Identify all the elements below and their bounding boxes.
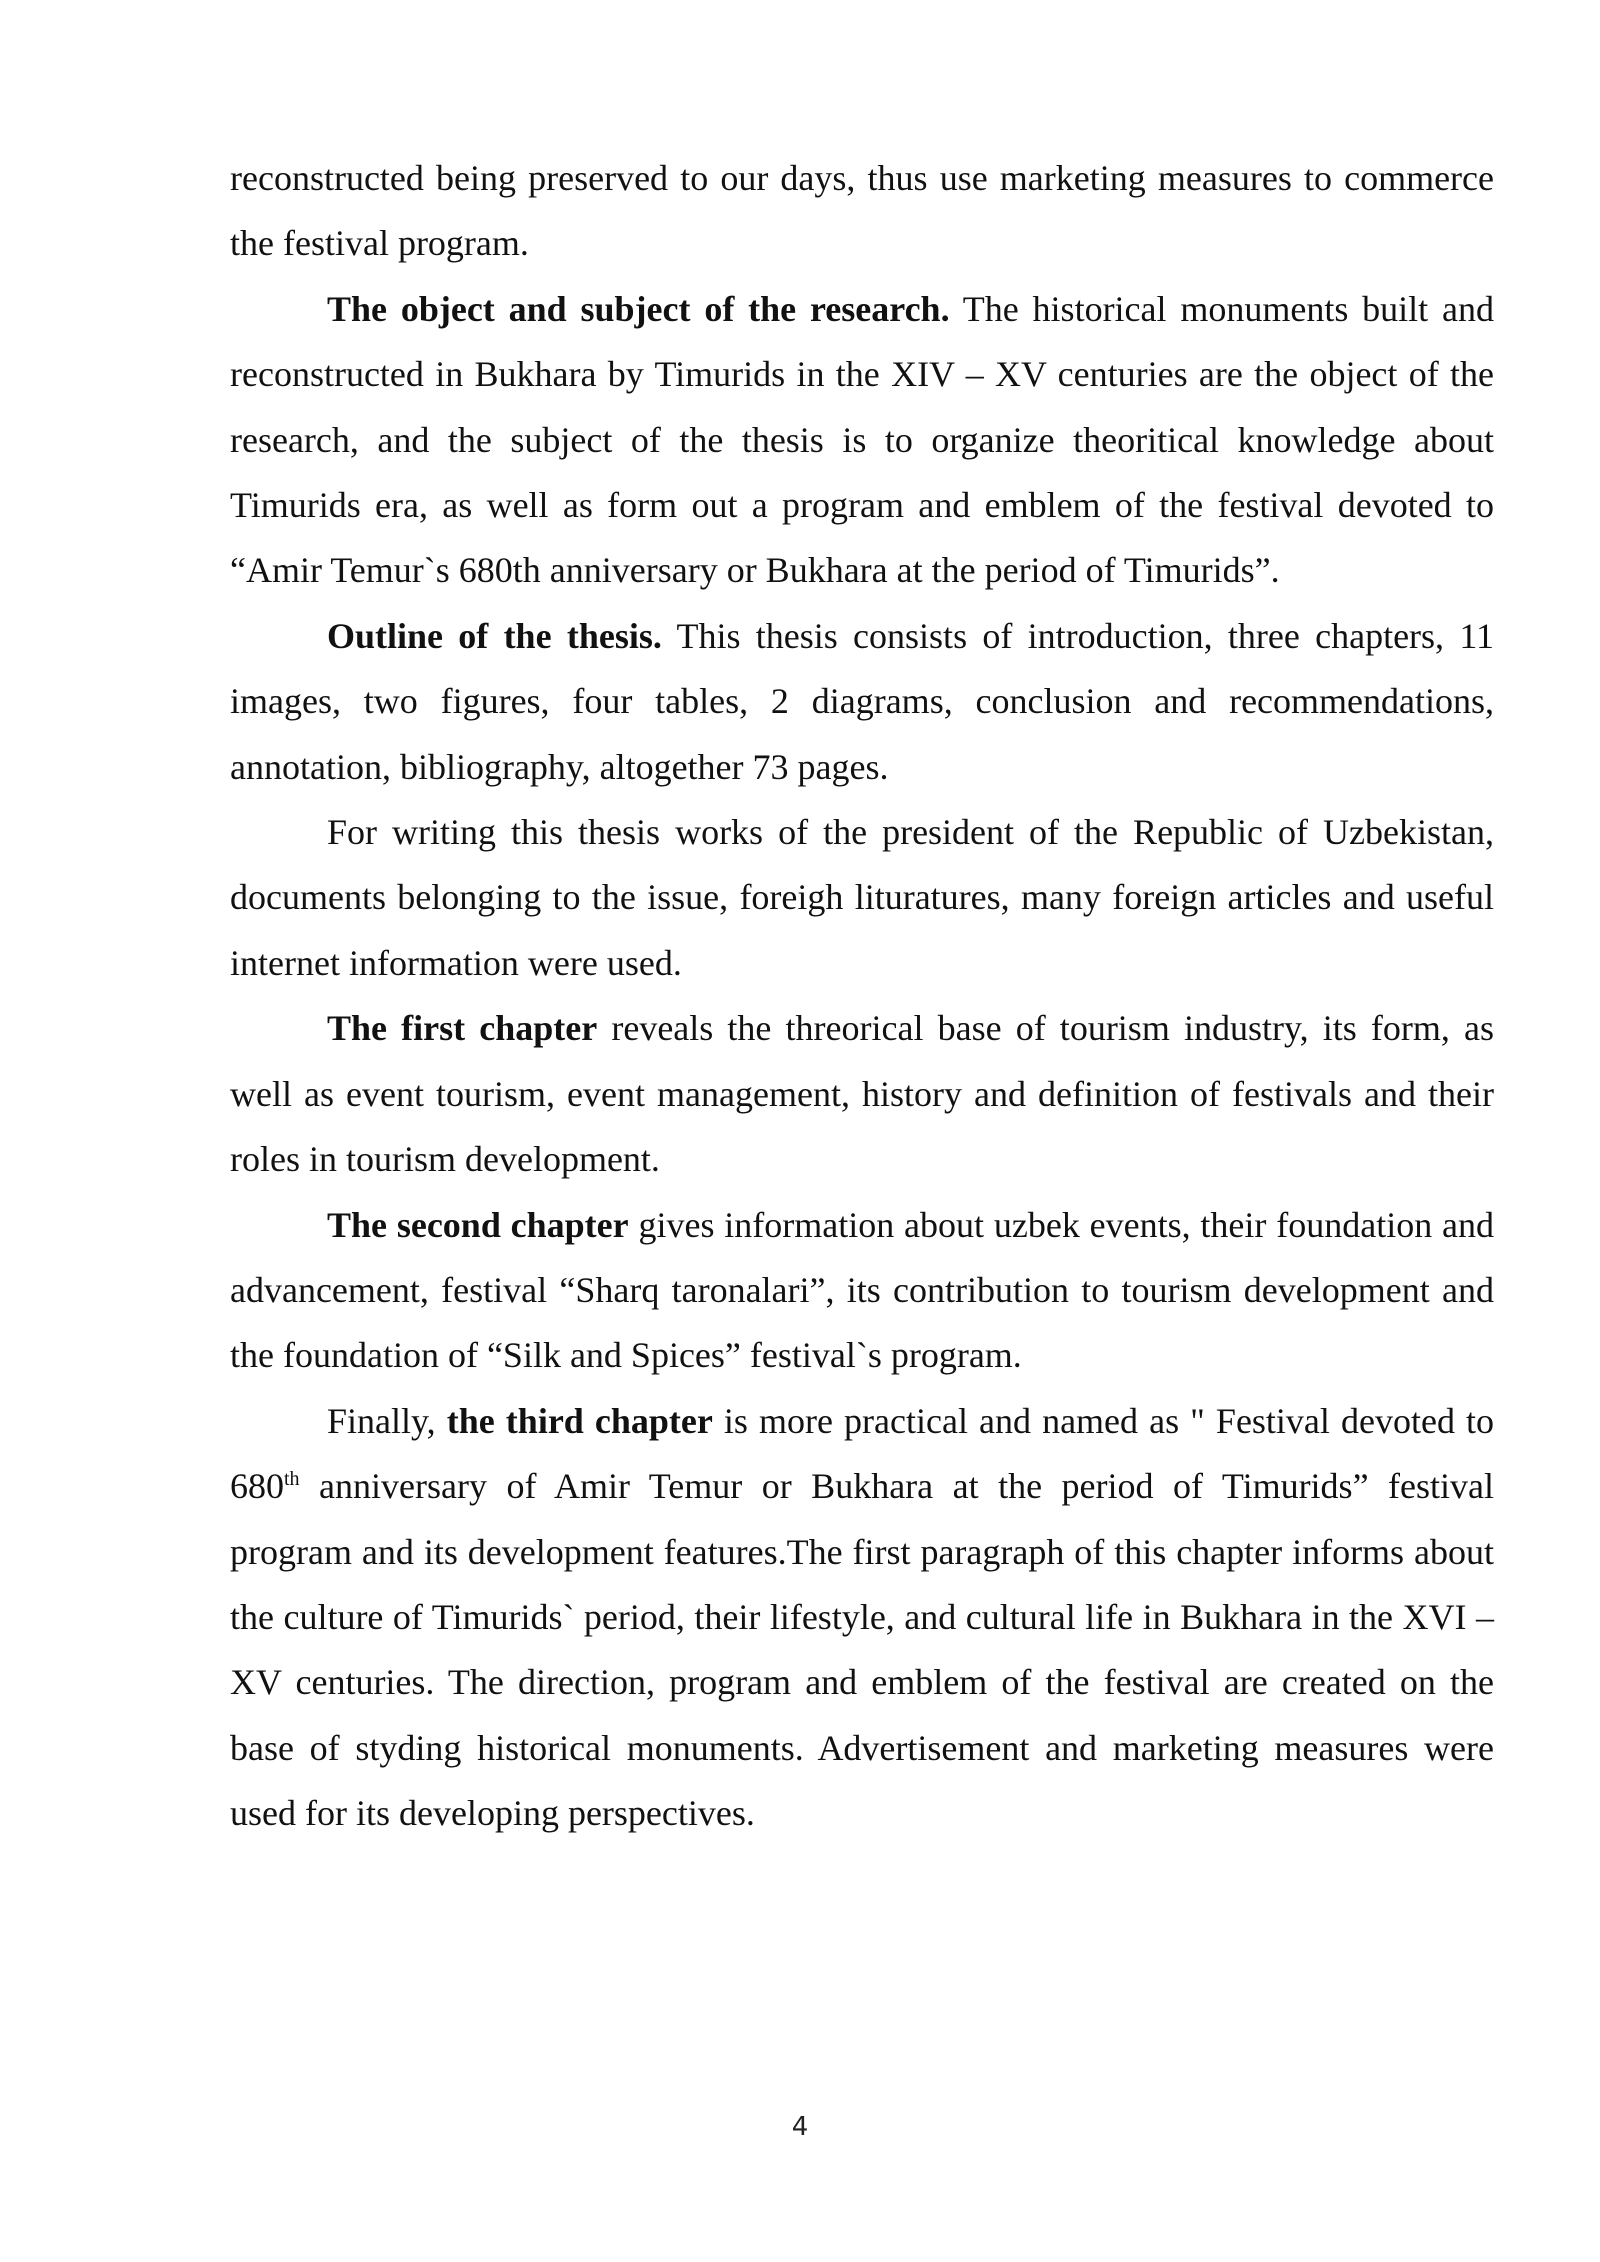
- paragraph-continuation: [230, 146, 1494, 277]
- paragraph-heading: The object and subject of the research.: [327, 288, 950, 329]
- paragraph-text: gives information about uzbek events, their foundation and advancement, festival “Sharq taronalari”, its contribution to tourism development and the foundation of “Silk and Spices” festival`s program.: [230, 1204, 1494, 1376]
- paragraph-first-chapter: [230, 996, 1494, 1192]
- paragraph-object-subject: [230, 277, 1494, 604]
- paragraph-heading: Outline of the thesis.: [327, 615, 662, 656]
- page-number: 4: [791, 2112, 809, 2142]
- paragraph-outline: [230, 604, 1494, 800]
- paragraph-second-chapter: [230, 1193, 1494, 1389]
- paragraph-text: reveals the threorical base of tourism industry, its form, as well as event tourism, event management, history and definition of festivals and their roles in tourism development.: [230, 1008, 1494, 1180]
- paragraph-text: reconstructed being preserved to our days, thus use marketing measures to commerce the festival program.: [230, 158, 1494, 264]
- ordinal-superscript: th: [284, 1468, 300, 1491]
- paragraph-text-before-sup: is more practical and named as " Festival devoted to 680: [230, 1400, 1495, 1507]
- paragraph-text: anniversary of Amir Temur or Bukhara at the period of Timurids” festival program and its development features.The first paragraph of this chapter informs about the culture of Timurids` period, their lifestyle, and cultural life in Bukhara in the XVI – XV centuries. The direction, program and emblem of the festival are created on the base of styding historical monuments. Advertisement and marketing measures were used for its developing perspectives.: [230, 1466, 1494, 1834]
- paragraph-text: The historical monuments built and reconstructed in Bukhara by Timurids in the XIV – XV centuries are the object of the research, and the subject of the thesis is to organize theoritical knowledge about Timurids era, as well as form out a program and emblem of the festival devoted to “Amir Temur`s 680th anniversary or Bukhara at the period of Timurids”.: [230, 288, 1494, 591]
- paragraph-sources: [230, 800, 1494, 996]
- body-text: [230, 146, 1494, 1847]
- paragraph-text: This thesis consists of introduction, three chapters, 11 images, two figures, four tables, 2 diagrams, conclusion and recommendations, annotation, bibliography, altogether 73 pages.: [230, 615, 1494, 787]
- paragraph-lead: Finally,: [327, 1400, 447, 1441]
- paragraph-third-chapter: [230, 1389, 1494, 1847]
- paragraph-text: For writing this thesis works of the president of the Republic of Uzbekistan, documents belonging to the issue, foreigh lituratures, many foreign articles and useful internet information were used.: [230, 812, 1494, 983]
- paragraph-heading: The second chapter: [327, 1204, 629, 1245]
- paragraph-heading: The first chapter: [327, 1008, 598, 1049]
- paragraph-heading: the third chapter: [446, 1400, 713, 1441]
